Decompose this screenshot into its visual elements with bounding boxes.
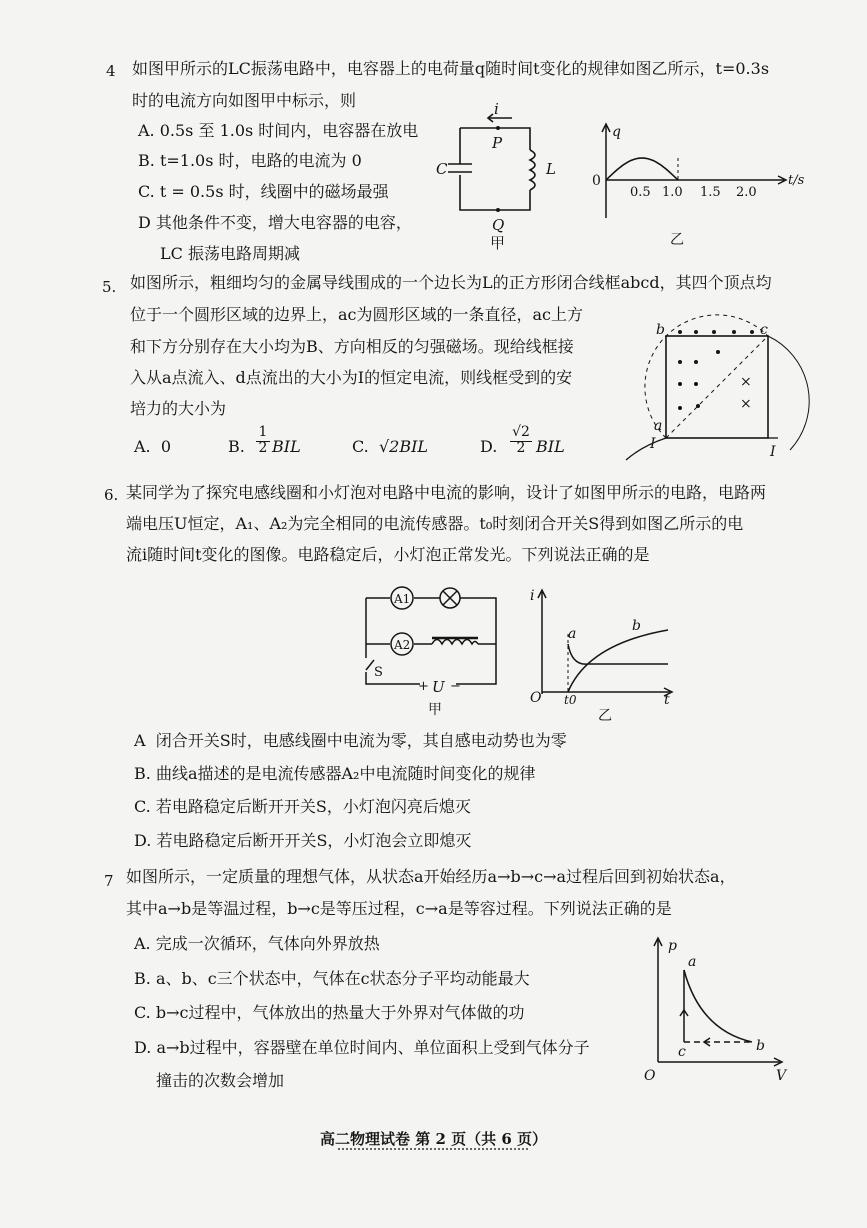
q4-circuit-caption: 甲: [490, 234, 506, 252]
q5-magnetic-field-figure: [618, 318, 808, 468]
q4-point-p: P: [492, 134, 503, 152]
q7-state-c: c: [678, 1044, 686, 1060]
q5-vertex-c: c: [760, 322, 768, 338]
q5-option-d-fracbar: [510, 441, 532, 442]
q4-option-d: D 其他条件不变，增大电容器的电容，: [138, 213, 412, 232]
q5-option-b-text: BIL: [272, 437, 301, 456]
q7-option-d-cont: 撞击的次数会增加: [156, 1071, 285, 1090]
q6-curve-b-label: b: [632, 618, 641, 634]
q4-tick-2: 1.5: [700, 185, 721, 200]
q6-ammeter-a1: A1: [394, 592, 411, 606]
q4-option-a: A. 0.5s 至 1.0s 时间内，电容器在放电: [138, 121, 419, 140]
q4-inductor-label: L: [546, 160, 556, 178]
q7-option-d: D. a→b过程中，容器壁在单位时间内、单位面积上受到气体分子: [134, 1038, 590, 1057]
q5-option-c: C. √2BIL: [352, 437, 429, 456]
scan-artifact: [338, 1148, 528, 1153]
q5-vertex-b: b: [656, 322, 665, 338]
q5-cross-2: ×: [740, 396, 752, 412]
q7-pv-graph: [640, 930, 790, 1084]
q6-ammeter-a2: A2: [394, 638, 411, 652]
q5-current-out: I: [770, 444, 776, 460]
q6-y-label: i: [530, 588, 535, 604]
q4-current-label: i: [494, 100, 499, 118]
q5-option-b: B.: [228, 437, 245, 456]
q4-qt-graph: [590, 118, 810, 248]
q4-stem-line1: 如图甲所示的LC振荡电路中，电容器上的电荷量q随时间t变化的规律如图乙所示，t=0.3s: [132, 59, 770, 78]
q6-circuit: [360, 580, 510, 720]
q6-option-a: A 闭合开关S时，电感线圈中电流为零，其自感电动势也为零: [134, 731, 567, 750]
q4-tick-0: 0.5: [630, 185, 651, 200]
q6-stem-line3: 流i随时间t变化的图像。电路稳定后，小灯泡正常发光。下列说法正确的是: [126, 545, 650, 564]
q5-option-d-text: BIL: [536, 437, 565, 456]
q5-option-a: A. 0: [134, 437, 171, 456]
q4-x-label: t/s: [788, 173, 805, 188]
q4-point-q: Q: [492, 216, 505, 234]
q4-tick-3: 2.0: [736, 185, 757, 200]
q6-graph-caption: 乙: [598, 708, 612, 724]
q5-option-b-frac: 1 2: [258, 424, 268, 456]
q7-option-a: A. 完成一次循环，气体向外界放热: [134, 934, 380, 953]
q7-option-c: C. b→c过程中，气体放出的热量大于外界对气体做的功: [134, 1003, 525, 1022]
q5-stem-line2: 位于一个圆形区域的边界上，ac为圆形区域的一条直径，ac上方: [130, 305, 584, 324]
q5-stem-line4: 入从a点流入、d点流出的大小为I的恒定电流，则线框受到的安: [130, 368, 573, 387]
q4-tick-1: 1.0: [662, 185, 683, 200]
q4-number: 4: [106, 62, 116, 80]
q6-stem-line2: 端电压U恒定，A₁、A₂为完全相同的电流传感器。t₀时刻闭合开关S得到如图乙所示的电: [126, 514, 744, 533]
q7-state-b: b: [756, 1038, 765, 1054]
q7-number: 7: [104, 872, 114, 890]
q6-option-c: C. 若电路稳定后断开开关S，小灯泡闪亮后熄灭: [134, 797, 471, 816]
q6-stem-line1: 某同学为了探究电感线圈和小灯泡对电路中电流的影响，设计了如图甲所示的电路，电路两: [126, 483, 767, 502]
q5-number: 5.: [102, 278, 117, 296]
q6-plus-sign: +: [418, 679, 429, 694]
q4-lc-circuit: [430, 100, 580, 250]
q5-stem-line3: 和下方分别存在大小均为B、方向相反的匀强磁场。现给线框接: [130, 337, 574, 356]
q6-option-b: B. 曲线a描述的是电流传感器A₂中电流随时间变化的规律: [134, 764, 536, 783]
page-footer: 高二物理试卷 第 2 页（共 6 页）: [320, 1130, 547, 1148]
q5-cross-1: ×: [740, 374, 752, 390]
q4-stem-line2: 时的电流方向如图甲中标示，则: [132, 91, 357, 110]
q6-minus-sign: −: [450, 679, 461, 694]
q4-graph-caption: 乙: [670, 232, 684, 248]
q7-y-label: p: [668, 938, 677, 954]
q4-option-c: C. t = 0.5s 时，线圈中的磁场最强: [138, 182, 389, 201]
q5-vertex-a: a: [654, 418, 663, 434]
q7-option-b: B. a、b、c三个状态中，气体在c状态分子平均动能最大: [134, 969, 530, 988]
q4-option-d-cont: LC 振荡电路周期减: [160, 244, 300, 263]
q5-option-d-frac: √2 2: [512, 424, 530, 456]
q6-x-label: t: [664, 692, 670, 708]
q5-stem-line5: 培力的大小为: [130, 399, 227, 418]
q4-y-label: q: [612, 124, 621, 140]
q6-number: 6.: [104, 486, 119, 504]
q6-voltage-label: U: [432, 678, 445, 696]
q6-curve-b: [568, 630, 668, 692]
q7-x-label: V: [776, 1068, 787, 1084]
q6-t0-label: t0: [564, 693, 577, 707]
q6-it-graph: [528, 586, 678, 724]
q4-charge-curve: [606, 158, 678, 180]
q4-origin: 0: [592, 173, 601, 189]
q6-origin: O: [530, 690, 542, 706]
q6-curve-a-label: a: [568, 626, 577, 642]
q7-origin: O: [644, 1068, 656, 1084]
q5-current-in: I: [650, 436, 656, 452]
q5-option-d: D.: [480, 437, 498, 456]
q6-switch-label: S: [374, 665, 383, 680]
q6-option-d: D. 若电路稳定后断开开关S，小灯泡会立即熄灭: [134, 831, 472, 850]
q7-stem-line1: 如图所示，一定质量的理想气体，从状态a开始经历a→b→c→a过程后回到初始状态a，: [126, 867, 736, 886]
q4-option-b: B. t=1.0s 时，电路的电流为 0: [138, 151, 362, 170]
q5-stem-line1: 如图所示，粗细均匀的金属导线围成的一个边长为L的正方形闭合线框abcd，其四个顶点均: [130, 273, 772, 292]
q6-curve-a: [568, 644, 668, 664]
q7-state-a: a: [688, 954, 697, 970]
q7-stem-line2: 其中a→b是等温过程，b→c是等压过程，c→a是等容过程。下列说法正确的是: [126, 899, 672, 918]
q4-capacitor-label: C: [436, 160, 448, 178]
q5-option-b-fracbar: [256, 441, 270, 442]
q6-circuit-caption: 甲: [428, 702, 442, 718]
